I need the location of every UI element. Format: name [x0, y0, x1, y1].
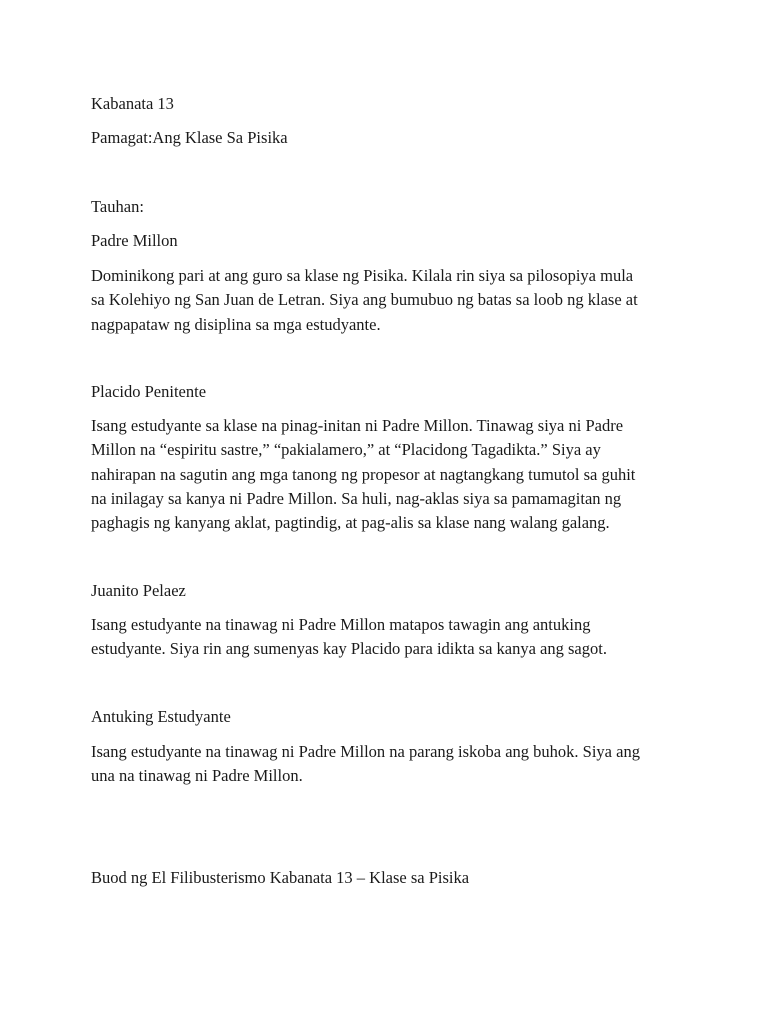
description-line: Isang estudyante na tinawag ni Padre Millon matapos tawagin ang antuking	[91, 615, 591, 634]
characters-heading: Tauhan:	[91, 197, 144, 216]
description-line: Isang estudyante na tinawag ni Padre Millon na parang iskoba ang buhok. Siya ang	[91, 742, 640, 761]
description-line: Isang estudyante sa klase na pinag-initan ni Padre Millon. Tinawag siya ni Padre	[91, 416, 624, 435]
character-name: Antuking Estudyante	[91, 707, 231, 726]
character-name: Juanito Pelaez	[91, 581, 186, 600]
description-line: paghagis ng kanyang aklat, pagtindig, at pag-alis sa klase nang walang galang.	[91, 513, 610, 533]
description-line: Millon na “espiritu sastre,” “pakialamero,” at “Placidong Tagadikta.” Siya ay	[91, 440, 601, 460]
character-name: Padre Millon	[91, 231, 178, 250]
description-line: sa Kolehiyo ng San Juan de Letran. Siya ang bumubuo ng batas sa loob ng klase at	[91, 290, 638, 310]
description-line: estudyante. Siya rin ang sumenyas kay Placido para idikta sa kanya ang sagot.	[91, 639, 607, 659]
character-name: Placido Penitente	[91, 382, 207, 401]
description-line: Dominikong pari at ang guro sa klase ng Pisika. Kilala rin siya sa pilosopiya mula	[91, 266, 634, 285]
description-line: nahirapan na sagutin ang mga tanong ng propesor at nagtangkang tumutol sa guhit	[91, 464, 636, 484]
description-line: una na tinawag ni Padre Millon.	[91, 766, 303, 786]
character-description	[91, 740, 691, 789]
description-line: nagpapataw ng disiplina sa mga estudyante.	[91, 314, 381, 334]
character-description	[91, 414, 691, 535]
character-description	[91, 613, 691, 662]
character-description	[91, 264, 691, 337]
chapter-label: Kabanata 13	[91, 94, 174, 113]
description-line: na inilagay sa kanya ni Padre Millon. Sa huli, nag-aklas siya sa pamamagitan ng	[91, 488, 622, 508]
document-title: Pamagat:Ang Klase Sa Pisika	[91, 128, 288, 147]
summary-heading: Buod ng El Filibusterismo Kabanata 13 – Klase sa Pisika	[91, 868, 470, 887]
